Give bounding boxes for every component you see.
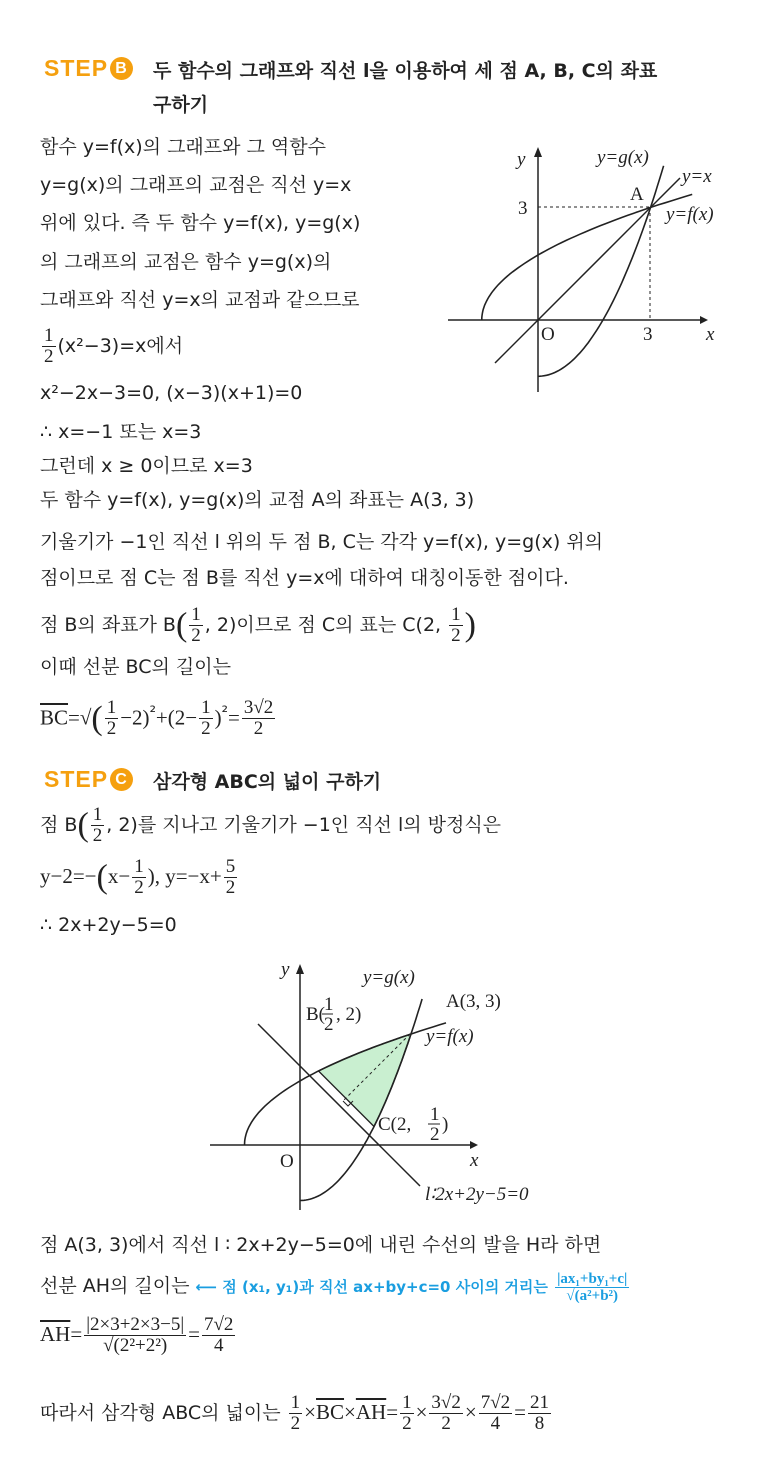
text-line: 의 그래프의 교점은 함수 y=g(x)의 [40, 251, 332, 273]
g-label: y=g(x) [597, 147, 649, 168]
text: +(2− [155, 705, 198, 730]
segment-bc: $\overline{BC}$ [40, 705, 69, 730]
denominator: 2 [451, 625, 461, 646]
g-label: y=g(x) [363, 967, 415, 988]
denominator: 2 [290, 1413, 301, 1434]
denominator: 2 [92, 825, 103, 846]
text-line: x²−2x−3=0, (x−3)(x+1)=0 [40, 382, 303, 404]
tick-label: 3 [518, 198, 528, 219]
numerator: 1 [402, 1392, 412, 1413]
denominator: 2 [201, 718, 211, 740]
fraction [202, 1315, 235, 1356]
text-line: ∴ x=−1 또는 x=3 [40, 421, 202, 443]
denominator: 2 [441, 1413, 451, 1434]
numerator: 1 [134, 856, 144, 877]
paren: ) [464, 606, 476, 644]
fraction [479, 1393, 512, 1434]
note-text: 점 (x₁, y₁)과 직선 ax+by+c=0 사이의 거리는 [222, 1278, 548, 1296]
numerator: 1 [201, 697, 211, 719]
times: × [344, 1400, 356, 1424]
paren: ( [96, 858, 108, 896]
equals: = [227, 705, 240, 730]
numerator: 3√2 [431, 1392, 461, 1413]
text: 점 B의 좌표가 B [40, 614, 176, 636]
step-letter: C [110, 768, 133, 791]
text: ), y=−x+ [147, 864, 222, 888]
f-label: y=f(x) [666, 204, 714, 225]
denominator: 2 [191, 625, 201, 646]
text-line: 이때 선분 BC의 길이는 [40, 656, 231, 678]
text-line: 그런데 x ≥ 0이므로 x=3 [40, 455, 253, 477]
x-axis-arrow [470, 1141, 478, 1149]
fraction [400, 1393, 414, 1434]
numerator: 5 [225, 856, 236, 877]
text-line: 두 함수 y=f(x), y=g(x)의 교점 A의 좌표는 A(3, 3) [40, 489, 475, 511]
text: −2) [120, 705, 150, 730]
equals: = [188, 1322, 200, 1346]
point-a-label: A [630, 184, 644, 205]
segment-ah: $\overline{AH}$ [355, 1400, 387, 1424]
x-label: x [470, 1150, 479, 1171]
times: × [304, 1400, 317, 1424]
times: × [415, 1400, 428, 1424]
text: 따라서 삼각형 ABC의 넓이는 [40, 1402, 281, 1424]
equals: = [514, 1400, 526, 1424]
line-l-label: l∶2x+2y−5=0 [425, 1184, 529, 1205]
point-b-label: , 2) [336, 1004, 362, 1025]
g-curve [482, 194, 692, 320]
numerator: 1 [191, 604, 201, 625]
text: y−2=− [40, 864, 97, 888]
equals: = [386, 1400, 399, 1424]
denominator: 2 [44, 346, 54, 367]
numerator: 21 [529, 1392, 549, 1413]
y-label: y [517, 149, 526, 170]
paren: ( [77, 806, 89, 844]
equation-line [40, 856, 239, 898]
triangle-abc [319, 1034, 412, 1127]
graph-1 [448, 147, 715, 392]
step-b-title: 두 함수의 그래프와 직선 l을 이용하여 세 점 A, B, C의 좌표 [153, 60, 658, 82]
denominator: 2 [253, 718, 264, 740]
fraction [289, 1393, 303, 1434]
text-line: 점 A(3, 3)에서 직선 l ∶ 2x+2y−5=0에 내린 수선의 발을 H라 하면 [40, 1234, 602, 1256]
step-b-title-cont: 구하기 [153, 94, 209, 116]
numerator: 7√2 [480, 1392, 511, 1413]
text-line: 그래프와 직선 y=x의 교점과 같으므로 [40, 289, 360, 311]
numerator: |2×3+2×3−5| [86, 1314, 185, 1335]
fraction [132, 857, 146, 898]
paren: ) [214, 705, 222, 730]
text-line: y=g(x)의 그래프의 교점은 직선 y=x [40, 174, 352, 196]
f-label: y=f(x) [426, 1026, 474, 1047]
area-equation [40, 1390, 553, 1435]
point-c-label: C(2, [378, 1114, 412, 1135]
denominator: 2 [225, 877, 236, 898]
ah-equation [40, 1312, 237, 1357]
text-line: 함수 y=f(x)의 그래프와 그 역함수 [40, 136, 326, 158]
origin-label: O [541, 324, 555, 345]
text: 선분 AH의 길이는 [40, 1275, 190, 1297]
square: ² [149, 702, 156, 721]
denominator: 2 [402, 1413, 412, 1434]
step-label: STEP [44, 766, 109, 792]
text: , 2)를 지나고 기울기가 −1인 직선 l의 방정식은 [106, 814, 502, 836]
x-axis-arrow [700, 316, 708, 324]
denominator: 2 [106, 718, 117, 740]
text-line: ∴ 2x+2y−5=0 [40, 914, 177, 936]
denominator: 4 [490, 1413, 501, 1434]
segment-bc: $\overline{BC}$ [316, 1400, 345, 1424]
point-c-label: ) [442, 1114, 449, 1135]
numerator: |ax₁+by₁+c| [557, 1271, 628, 1287]
fraction [84, 1315, 186, 1356]
numerator: 1 [451, 604, 461, 625]
text: 점 B [40, 814, 78, 836]
text-line: 점이므로 점 C는 점 B를 직선 y=x에 대하여 대칭이동한 점이다. [40, 567, 569, 589]
step-c-title: 삼각형 ABC의 넓이 구하기 [153, 771, 382, 793]
text-line: 위에 있다. 즉 두 함수 y=f(x), y=g(x) [40, 212, 361, 234]
numerator: 1 [44, 325, 54, 346]
fraction [224, 857, 238, 898]
x-label: x [706, 324, 715, 345]
text-line: 기울기가 −1인 직선 l 위의 두 점 B, C는 각각 y=f(x), y=g(x) 위의 [40, 531, 604, 553]
numerator: 3√2 [243, 697, 274, 719]
y-axis-arrow [534, 147, 542, 157]
arrow-icon: ⟵ [195, 1278, 218, 1296]
denominator: √(a²+b²) [566, 1288, 619, 1304]
denominator: 4 [213, 1335, 224, 1356]
segment-ah: $\overline{AH}$ [40, 1322, 71, 1346]
distance-formula-note [195, 1271, 632, 1304]
fraction [429, 1393, 462, 1434]
numerator: 1 [92, 804, 103, 825]
numerator: 1 [324, 994, 334, 1015]
equals: = [70, 1322, 83, 1346]
numerator: 1 [106, 697, 117, 719]
numerator: 1 [430, 1104, 440, 1125]
origin-label: O [280, 1151, 294, 1172]
graph-2 [210, 959, 529, 1210]
sqrt: =√ [68, 705, 92, 730]
tick-label: 3 [643, 324, 653, 345]
yx-label: y=x [682, 166, 712, 187]
text-line [40, 1268, 631, 1305]
denominator: 2 [134, 877, 144, 898]
denominator: 2 [430, 1124, 440, 1145]
step-c-badge [44, 766, 133, 793]
point-a-label: A(3, 3) [446, 991, 501, 1012]
denominator: 2 [324, 1014, 334, 1035]
times: × [464, 1400, 477, 1424]
step-label: STEP [44, 55, 109, 81]
numerator: 1 [290, 1392, 301, 1413]
fraction [555, 1271, 629, 1304]
fraction [528, 1393, 551, 1434]
denominator: 8 [534, 1413, 545, 1434]
equation-text: (x²−3)=x에서 [57, 335, 184, 357]
step-letter: B [110, 57, 133, 80]
denominator: √(2²+2²) [103, 1335, 168, 1356]
y-axis-arrow [296, 964, 304, 974]
point-b-label: B( [306, 1004, 325, 1025]
paren: ( [91, 699, 103, 737]
y-label: y [281, 959, 290, 980]
text: x− [107, 864, 131, 888]
numerator: 7√2 [204, 1314, 234, 1335]
text-line [40, 805, 501, 846]
square: ² [221, 702, 228, 721]
fraction [91, 805, 105, 846]
paren: ( [175, 606, 188, 644]
text: , 2)이므로 점 C의 표는 C(2, [204, 614, 448, 636]
